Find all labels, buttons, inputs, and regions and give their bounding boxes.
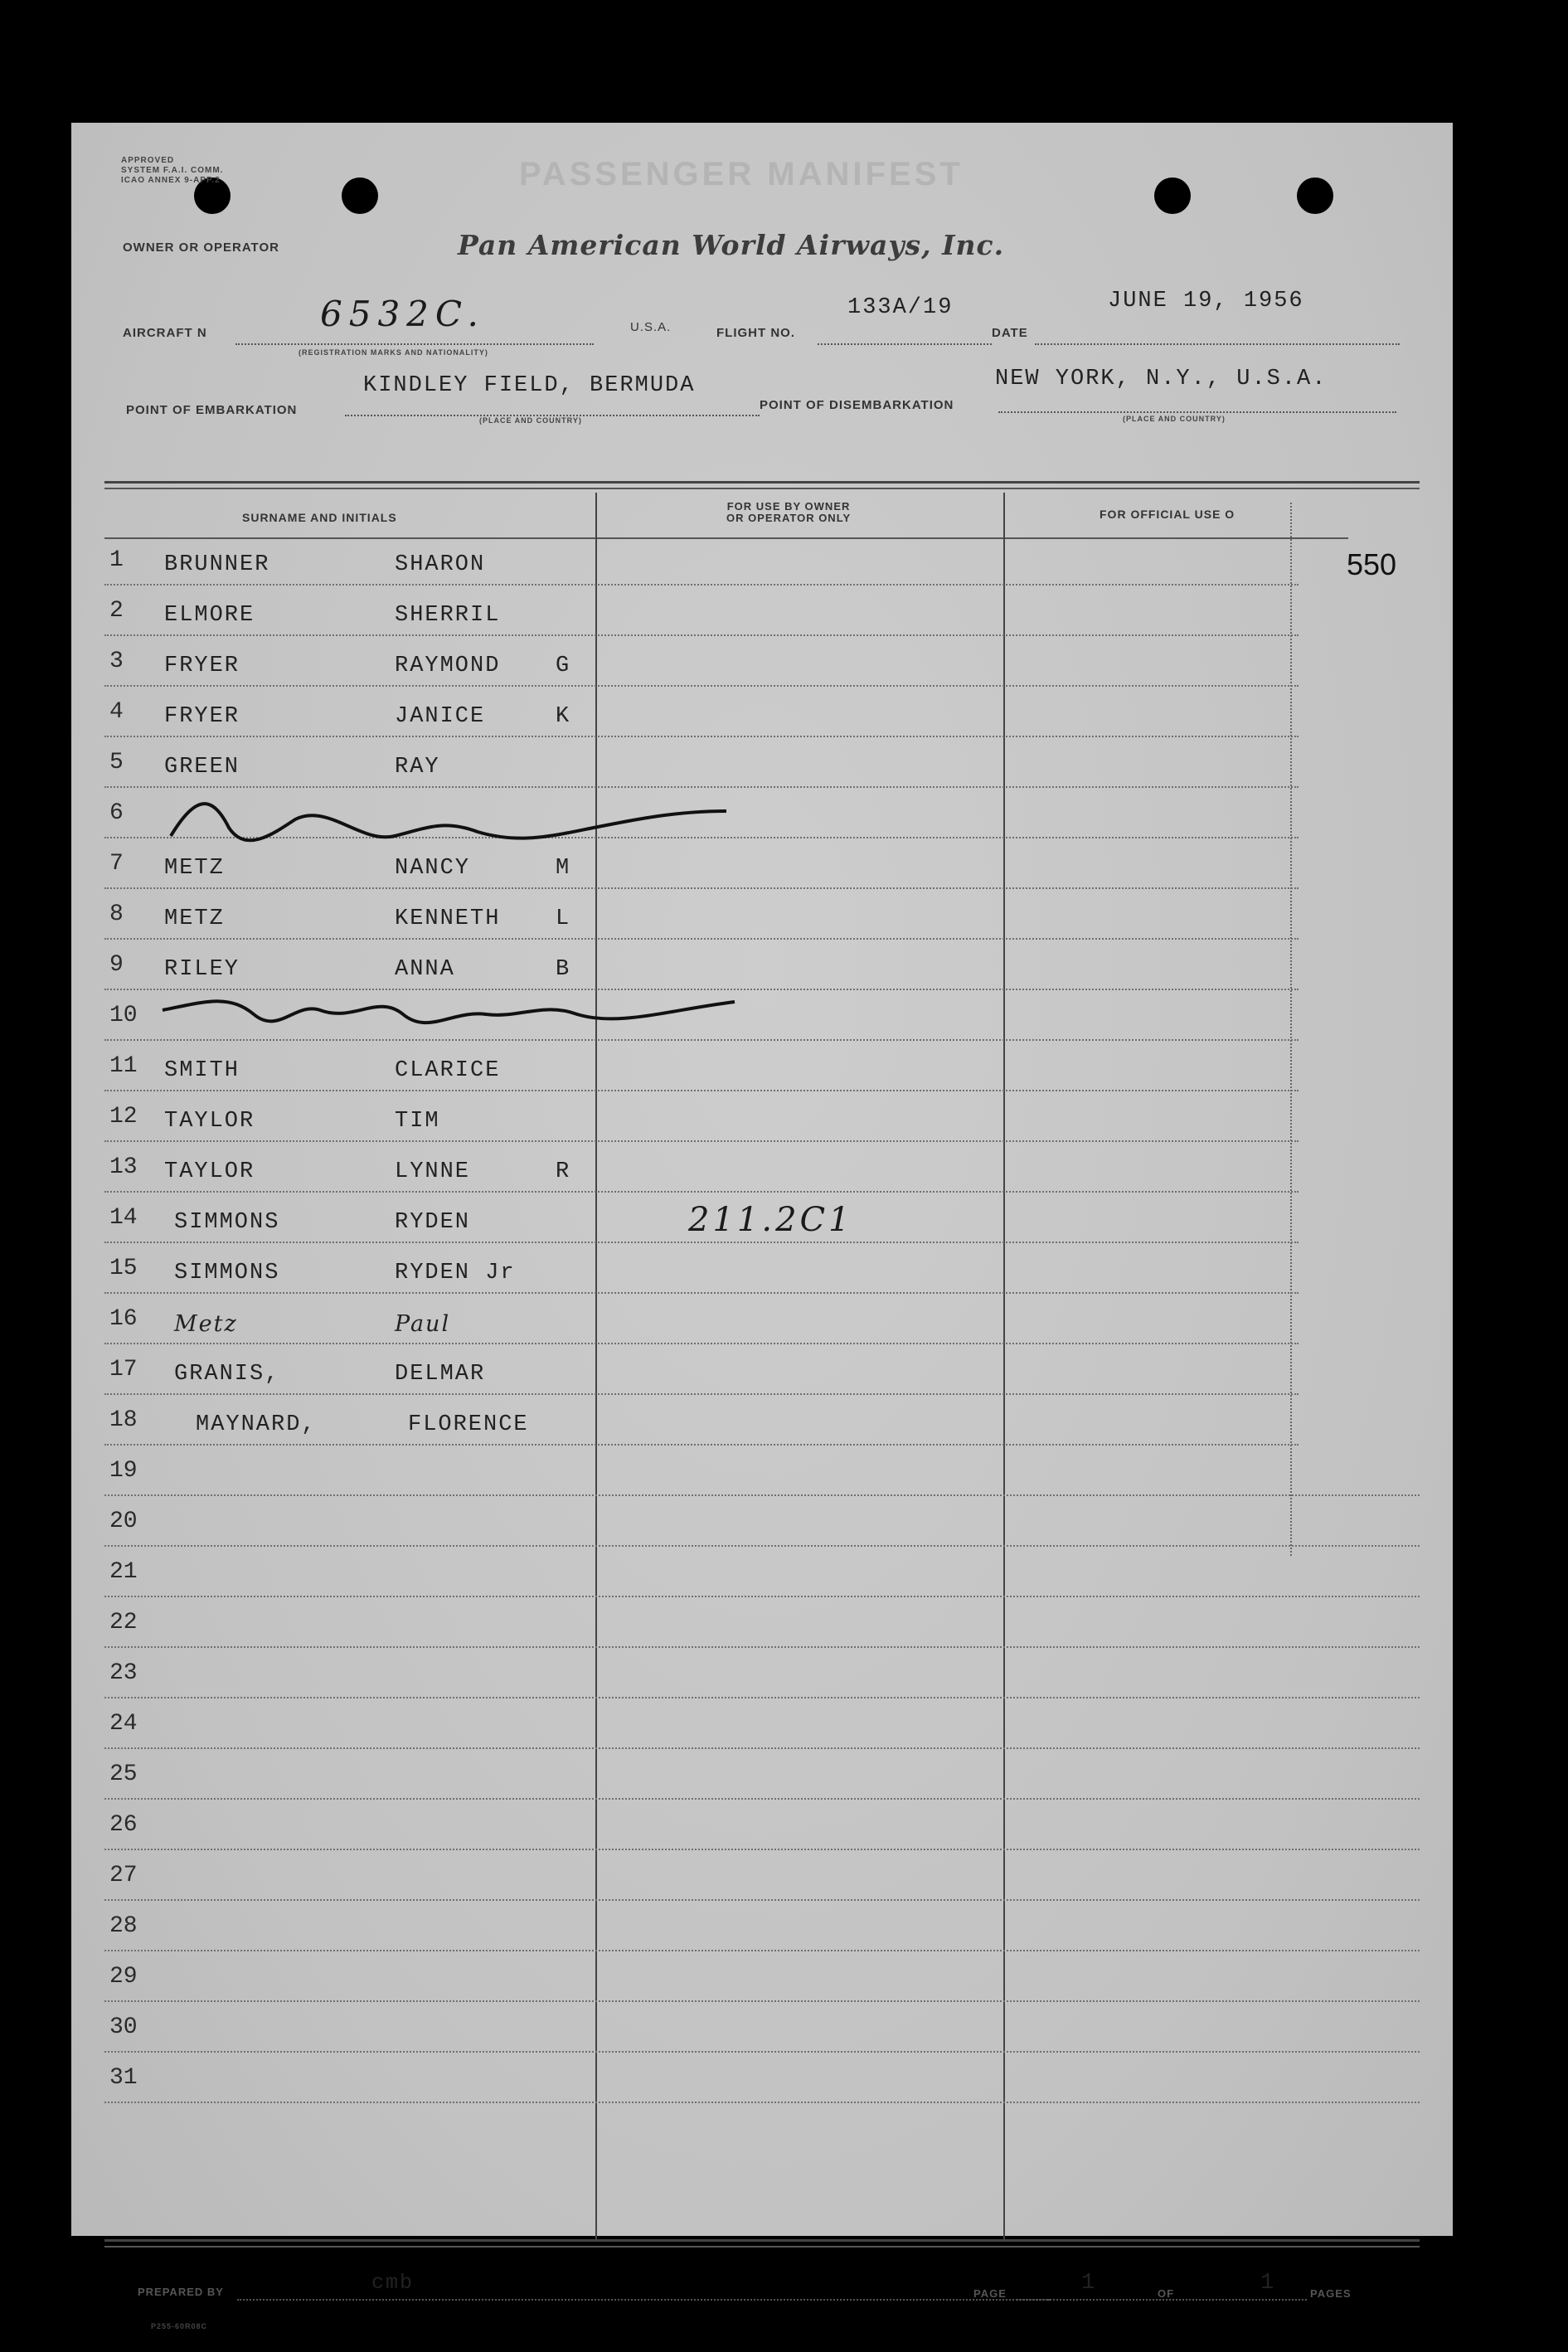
passenger-given-name: RAY (395, 755, 440, 780)
row-rule (104, 634, 1299, 636)
table-bottom-rule (104, 2239, 1420, 2242)
passenger-initial: M (556, 856, 571, 881)
row-number: 8 (109, 901, 124, 927)
row-rule (104, 1798, 1420, 1800)
row-rule (104, 1747, 1420, 1749)
passenger-given-name: SHARON (395, 552, 486, 577)
page-line (1017, 2299, 1307, 2301)
punch-hole (1297, 177, 1333, 214)
row-number: 11 (109, 1053, 138, 1079)
passenger-surname: TAYLOR (164, 1109, 255, 1134)
owner-column-header-line1: FOR USE BY OWNER (726, 500, 851, 513)
passenger-given-name: JANICE (395, 704, 486, 729)
prepared-by-line (237, 2299, 1050, 2301)
passenger-surname: FRYER (164, 704, 240, 729)
form-title: PASSENGER MANIFEST (519, 156, 964, 192)
row-rule (104, 2051, 1420, 2053)
flight-date: JUNE 19, 1956 (1108, 289, 1304, 313)
row-number: 29 (109, 1964, 138, 1990)
passenger-given-name: RAYMOND (395, 654, 501, 678)
aircraft-label: AIRCRAFT N (123, 326, 207, 340)
row-number: 28 (109, 1913, 138, 1939)
passenger-surname: ELMORE (164, 603, 255, 628)
row-rule (104, 1950, 1420, 1951)
page-number: 1 (1081, 2271, 1097, 2296)
aircraft-number: 6532C. (320, 294, 485, 334)
disembarkation-label: POINT OF DISEMBARKATION (760, 398, 954, 412)
prepared-by-label: PREPARED BY (138, 2286, 224, 2298)
row-rule (104, 1849, 1420, 1850)
passenger-surname: METZ (164, 856, 225, 881)
row-rule (104, 685, 1299, 687)
approval-stamp (121, 156, 223, 186)
owner-column-header-line2: OR OPERATOR ONLY (726, 512, 852, 524)
operator-note: 211.2C1 (688, 1201, 853, 1239)
date-label: DATE (992, 326, 1028, 340)
row-rule (104, 1444, 1299, 1446)
row-number: 3 (109, 649, 124, 674)
column-divider-1 (595, 493, 597, 2239)
row-number: 13 (109, 1154, 138, 1180)
stamp-approved: APPROVED (121, 156, 175, 165)
owner-operator-label: OWNER OR OPERATOR (123, 241, 279, 255)
page-total: 1 (1260, 2271, 1276, 2296)
form-code: P255-60R08C (151, 2322, 208, 2330)
stamp-icao: ICAO ANNEX 9-APP.2 (121, 176, 221, 185)
passenger-initial: R (556, 1159, 571, 1184)
passenger-given-name: NANCY (395, 856, 471, 881)
disembarkation-caption: (PLACE AND COUNTRY) (1123, 415, 1226, 423)
row-number: 21 (109, 1559, 138, 1585)
column-divider-2 (1003, 493, 1005, 2239)
row-number: 25 (109, 1762, 138, 1787)
passenger-surname: BRUNNER (164, 552, 270, 577)
row-rule (104, 584, 1299, 586)
row-number: 7 (109, 851, 124, 877)
row-rule (104, 1191, 1299, 1193)
surname-column-header: SURNAME AND INITIALS (242, 511, 397, 524)
prepared-by-initials: cmb (371, 2271, 415, 2295)
passenger-given-name: ANNA (395, 957, 455, 982)
passenger-initial: B (556, 957, 571, 982)
row-number: 31 (109, 2065, 138, 2091)
manifest-sheet (71, 123, 1453, 2330)
page-label: PAGE (973, 2287, 1007, 2300)
row-number: 22 (109, 1610, 138, 1635)
row-rule (104, 938, 1299, 940)
disembarkation-field-line (998, 411, 1396, 413)
row-rule (104, 1596, 1420, 1597)
stamp-system: SYSTEM F.A.I. COMM. (121, 166, 224, 175)
registration-caption: (REGISTRATION MARKS AND NATIONALITY) (299, 348, 488, 357)
row-rule (104, 1697, 1420, 1698)
flight-field-line (818, 343, 992, 345)
passenger-given-name: RYDEN (395, 1210, 471, 1235)
column-divider-3 (1290, 503, 1292, 1556)
passenger-surname: Metz (174, 1311, 238, 1337)
row-number: 1 (109, 547, 124, 573)
passenger-given-name: DELMAR (395, 1362, 486, 1387)
passenger-surname: SIMMONS (174, 1210, 280, 1235)
row-number: 5 (109, 750, 124, 775)
operator-name: Pan American World Airways, Inc. (458, 229, 1005, 261)
flight-number: 133A/19 (847, 295, 954, 320)
row-number: 10 (109, 1003, 138, 1028)
flight-no-label: FLIGHT NO. (716, 326, 795, 340)
date-field-line (1035, 343, 1400, 345)
of-label: OF (1158, 2287, 1175, 2300)
passenger-given-name: FLORENCE (408, 1412, 529, 1437)
passenger-surname: GREEN (164, 755, 240, 780)
row-rule (104, 1646, 1420, 1648)
row-rule (104, 1343, 1299, 1344)
row-number: 18 (109, 1407, 138, 1433)
disembarkation-place: NEW YORK, N.Y., U.S.A. (995, 367, 1328, 391)
passenger-surname: METZ (164, 906, 225, 931)
row-number: 2 (109, 598, 124, 624)
row-rule (104, 2102, 1420, 2103)
embarkation-place: KINDLEY FIELD, BERMUDA (363, 373, 696, 398)
row-number: 9 (109, 952, 124, 978)
row-number: 30 (109, 2014, 138, 2040)
passenger-given-name: RYDEN Jr (395, 1261, 516, 1285)
row-number: 4 (109, 699, 124, 725)
row-rule (104, 1090, 1299, 1091)
punch-hole (342, 177, 378, 214)
row-rule (104, 1292, 1299, 1294)
row-rule (104, 887, 1299, 889)
passenger-surname: FRYER (164, 654, 240, 678)
strikeout-scribble-row-6 (163, 786, 743, 861)
row-number: 26 (109, 1812, 138, 1838)
passenger-surname: GRANIS, (174, 1362, 280, 1387)
row-number: 20 (109, 1509, 138, 1534)
row-number: 12 (109, 1104, 138, 1130)
embarkation-label: POINT OF EMBARKATION (126, 403, 298, 417)
row-rule (104, 1140, 1299, 1142)
row-number: 17 (109, 1357, 138, 1383)
row-rule (104, 1242, 1299, 1243)
owner-column-header (726, 501, 851, 524)
row-rule (104, 2000, 1420, 2002)
row-number: 14 (109, 1205, 138, 1231)
table-top-rule-2 (104, 488, 1420, 489)
official-column-header: FOR OFFICIAL USE O (1100, 508, 1235, 521)
row-rule (104, 1899, 1420, 1901)
row-number: 27 (109, 1863, 138, 1888)
passenger-given-name: TIM (395, 1109, 440, 1134)
passenger-given-name: SHERRIL (395, 603, 501, 628)
margin-number: 550 (1347, 547, 1397, 581)
punch-hole (1154, 177, 1191, 214)
passenger-given-name: Paul (395, 1311, 451, 1337)
strikeout-scribble-row-10 (154, 977, 751, 1043)
usa-label: U.S.A. (630, 320, 672, 334)
passenger-surname: RILEY (164, 957, 240, 982)
passenger-surname: SMITH (164, 1058, 240, 1083)
passenger-surname: TAYLOR (164, 1159, 255, 1184)
passenger-given-name: CLARICE (395, 1058, 501, 1083)
row-number: 24 (109, 1711, 138, 1737)
passenger-initial: G (556, 654, 571, 678)
row-number: 6 (109, 800, 124, 826)
passenger-surname: SIMMONS (174, 1261, 280, 1285)
row-rule (104, 1545, 1420, 1547)
embarkation-caption: (PLACE AND COUNTRY) (479, 416, 582, 425)
row-number: 15 (109, 1256, 138, 1281)
row-number: 19 (109, 1458, 138, 1484)
passenger-surname: MAYNARD, (196, 1412, 317, 1437)
row-rule (104, 736, 1299, 737)
table-top-rule (104, 481, 1420, 484)
aircraft-field-line (235, 343, 594, 345)
row-rule (104, 1494, 1420, 1496)
passenger-initial: K (556, 704, 571, 729)
row-rule (104, 1393, 1299, 1395)
row-number: 16 (109, 1306, 138, 1332)
table-bottom-rule-2 (104, 2246, 1420, 2248)
header-bottom-rule (104, 537, 1348, 539)
passenger-given-name: KENNETH (395, 906, 501, 931)
passenger-initial: L (556, 906, 571, 931)
pages-label: PAGES (1310, 2287, 1352, 2300)
row-number: 23 (109, 1660, 138, 1686)
passenger-given-name: LYNNE (395, 1159, 471, 1184)
